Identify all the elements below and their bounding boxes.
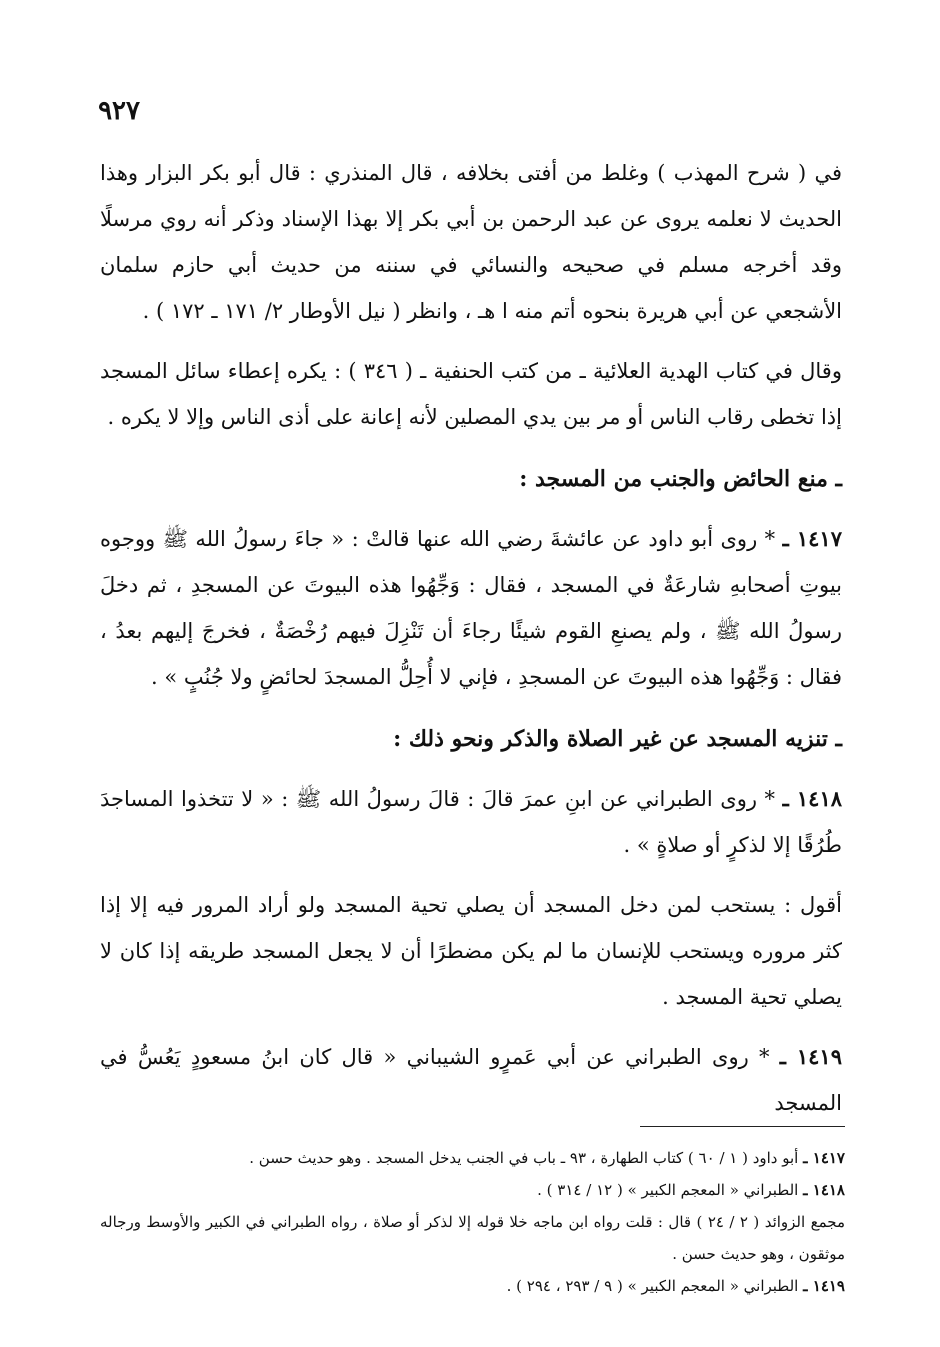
- hadith-1417: [100, 516, 842, 700]
- footnote-number: ١٤١٧ ـ: [803, 1149, 845, 1167]
- section-heading-menstruating: ـ منع الحائض والجنب من المسجد :: [519, 466, 842, 492]
- footnote-majma-zawaid: مجمع الزوائد ( ٢ / ٢٤ ) قال : قلت رواه ابن ماجه خلا قوله إلا لذكر أو صلاة ، رواه الطبراني في الكبير والأوسط ورجاله موثقون ، وهو حديث حسن .: [100, 1213, 845, 1263]
- page-number: ٩٢٧: [98, 96, 140, 126]
- footnote-number: ١٤١٨ ـ: [803, 1181, 845, 1199]
- hadith-1418: [100, 776, 842, 868]
- footnote-text: الطبراني « المعجم الكبير » ( ٩ / ٢٩٣ ، ٢٩٤ ) .: [506, 1277, 799, 1295]
- footnote-text: الطبراني « المعجم الكبير » ( ١٢ / ٣١٤ ) .: [537, 1181, 799, 1199]
- footnote-1417: [100, 1142, 845, 1174]
- hadith-number: ١٤١٨ ـ: [782, 786, 843, 811]
- hadith-1419: [100, 1034, 842, 1126]
- paragraph-hadiyya-alaiyya: وقال في كتاب الهدية العلائية ـ من كتب الحنفية ـ ( ٣٤٦ ) : يكره إعطاء سائل المسجد إذا تخطى رقاب الناس أو مر بين يدي المصلين لأنه إعانة على أذى الناس وإلا لا يكره .: [100, 359, 842, 429]
- paragraph-author-comment: أقول : يستحب لمن دخل المسجد أن يصلي تحية المسجد ولو أراد المرور فيه إلا إذا كثر مروره ويستحب للإنسان ما لم يكن مضطرًا أن لا يجعل المسجد طريقه إذا كان لا يصلي تحية المسجد .: [100, 893, 842, 1009]
- main-text: [100, 150, 842, 1140]
- footnote-1419: [100, 1270, 845, 1302]
- hadith-text: * روى أبو داود عن عائشةَ رضي الله عنها قالتْ : « جاءَ رسولُ الله ﷺ ووجوه بيوتِ أصحابهِ شارعَةٌ في المسجد ، فقال : وَجِّهُوا هذه البيوتَ عن المسجدِ ، ثم دخلَ رسولُ الله ﷺ ، ولم يصنعِ القوم شيئًا رجاءَ أن تَنْزِلَ فيهم رُخْصَةٌ ، فخرجَ إليهم بعدُ ، فقال : وَجِّهُوا هذه البيوتَ عن المسجدِ ، فإني لا أُحِلُّ المسجدَ لحائضٍ ولا جُنُبٍ » .: [100, 527, 842, 689]
- footnote-divider: [640, 1126, 845, 1127]
- hadith-number: ١٤١٧ ـ: [782, 526, 842, 551]
- hadith-text: * روى الطبراني عن ابنِ عمرَ قالَ : قالَ رسولُ الله ﷺ : « لا تتخذوا المساجدَ طُرُقًا إلا لذكرٍ أو صلاةٍ » .: [100, 787, 842, 857]
- hadith-number: ١٤١٩ ـ: [779, 1044, 842, 1069]
- footnotes: [100, 1142, 845, 1302]
- footnote-1418: [100, 1174, 845, 1206]
- footnote-text: أبو داود ( ١ / ٦٠ ) كتاب الطهارة ، ٩٣ ـ باب في الجنب يدخل المسجد . وهو حديث حسن .: [249, 1149, 799, 1167]
- footnote-number: ١٤١٩ ـ: [803, 1277, 845, 1295]
- section-heading-mosque-sanctity: ـ تنزيه المسجد عن غير الصلاة والذكر ونحو ذلك :: [393, 726, 842, 752]
- paragraph-sharh-muhadhdhab: في ( شرح المهذب ) وغلط من أفتى بخلافه ، قال المنذري : قال أبو بكر البزار وهذا الحديث لا نعلمه يروى عن عبد الرحمن بن أبي بكر إلا بهذا الإسناد وذكر أنه روي مرسلًا وقد أخرجه مسلم في صحيحه والنسائي في سننه من حديث أبي حازم سلمان الأشجعي عن أبي هريرة بنحوه أتم منه ا هـ ، وانظر ( نيل الأوطار ٢/ ١٧١ ـ ١٧٢ ) .: [100, 161, 842, 323]
- hadith-text: * روى الطبراني عن أبي عَمرٍو الشيباني « قال كان ابنُ مسعودٍ يَعُسُّ في المسجد: [100, 1045, 842, 1115]
